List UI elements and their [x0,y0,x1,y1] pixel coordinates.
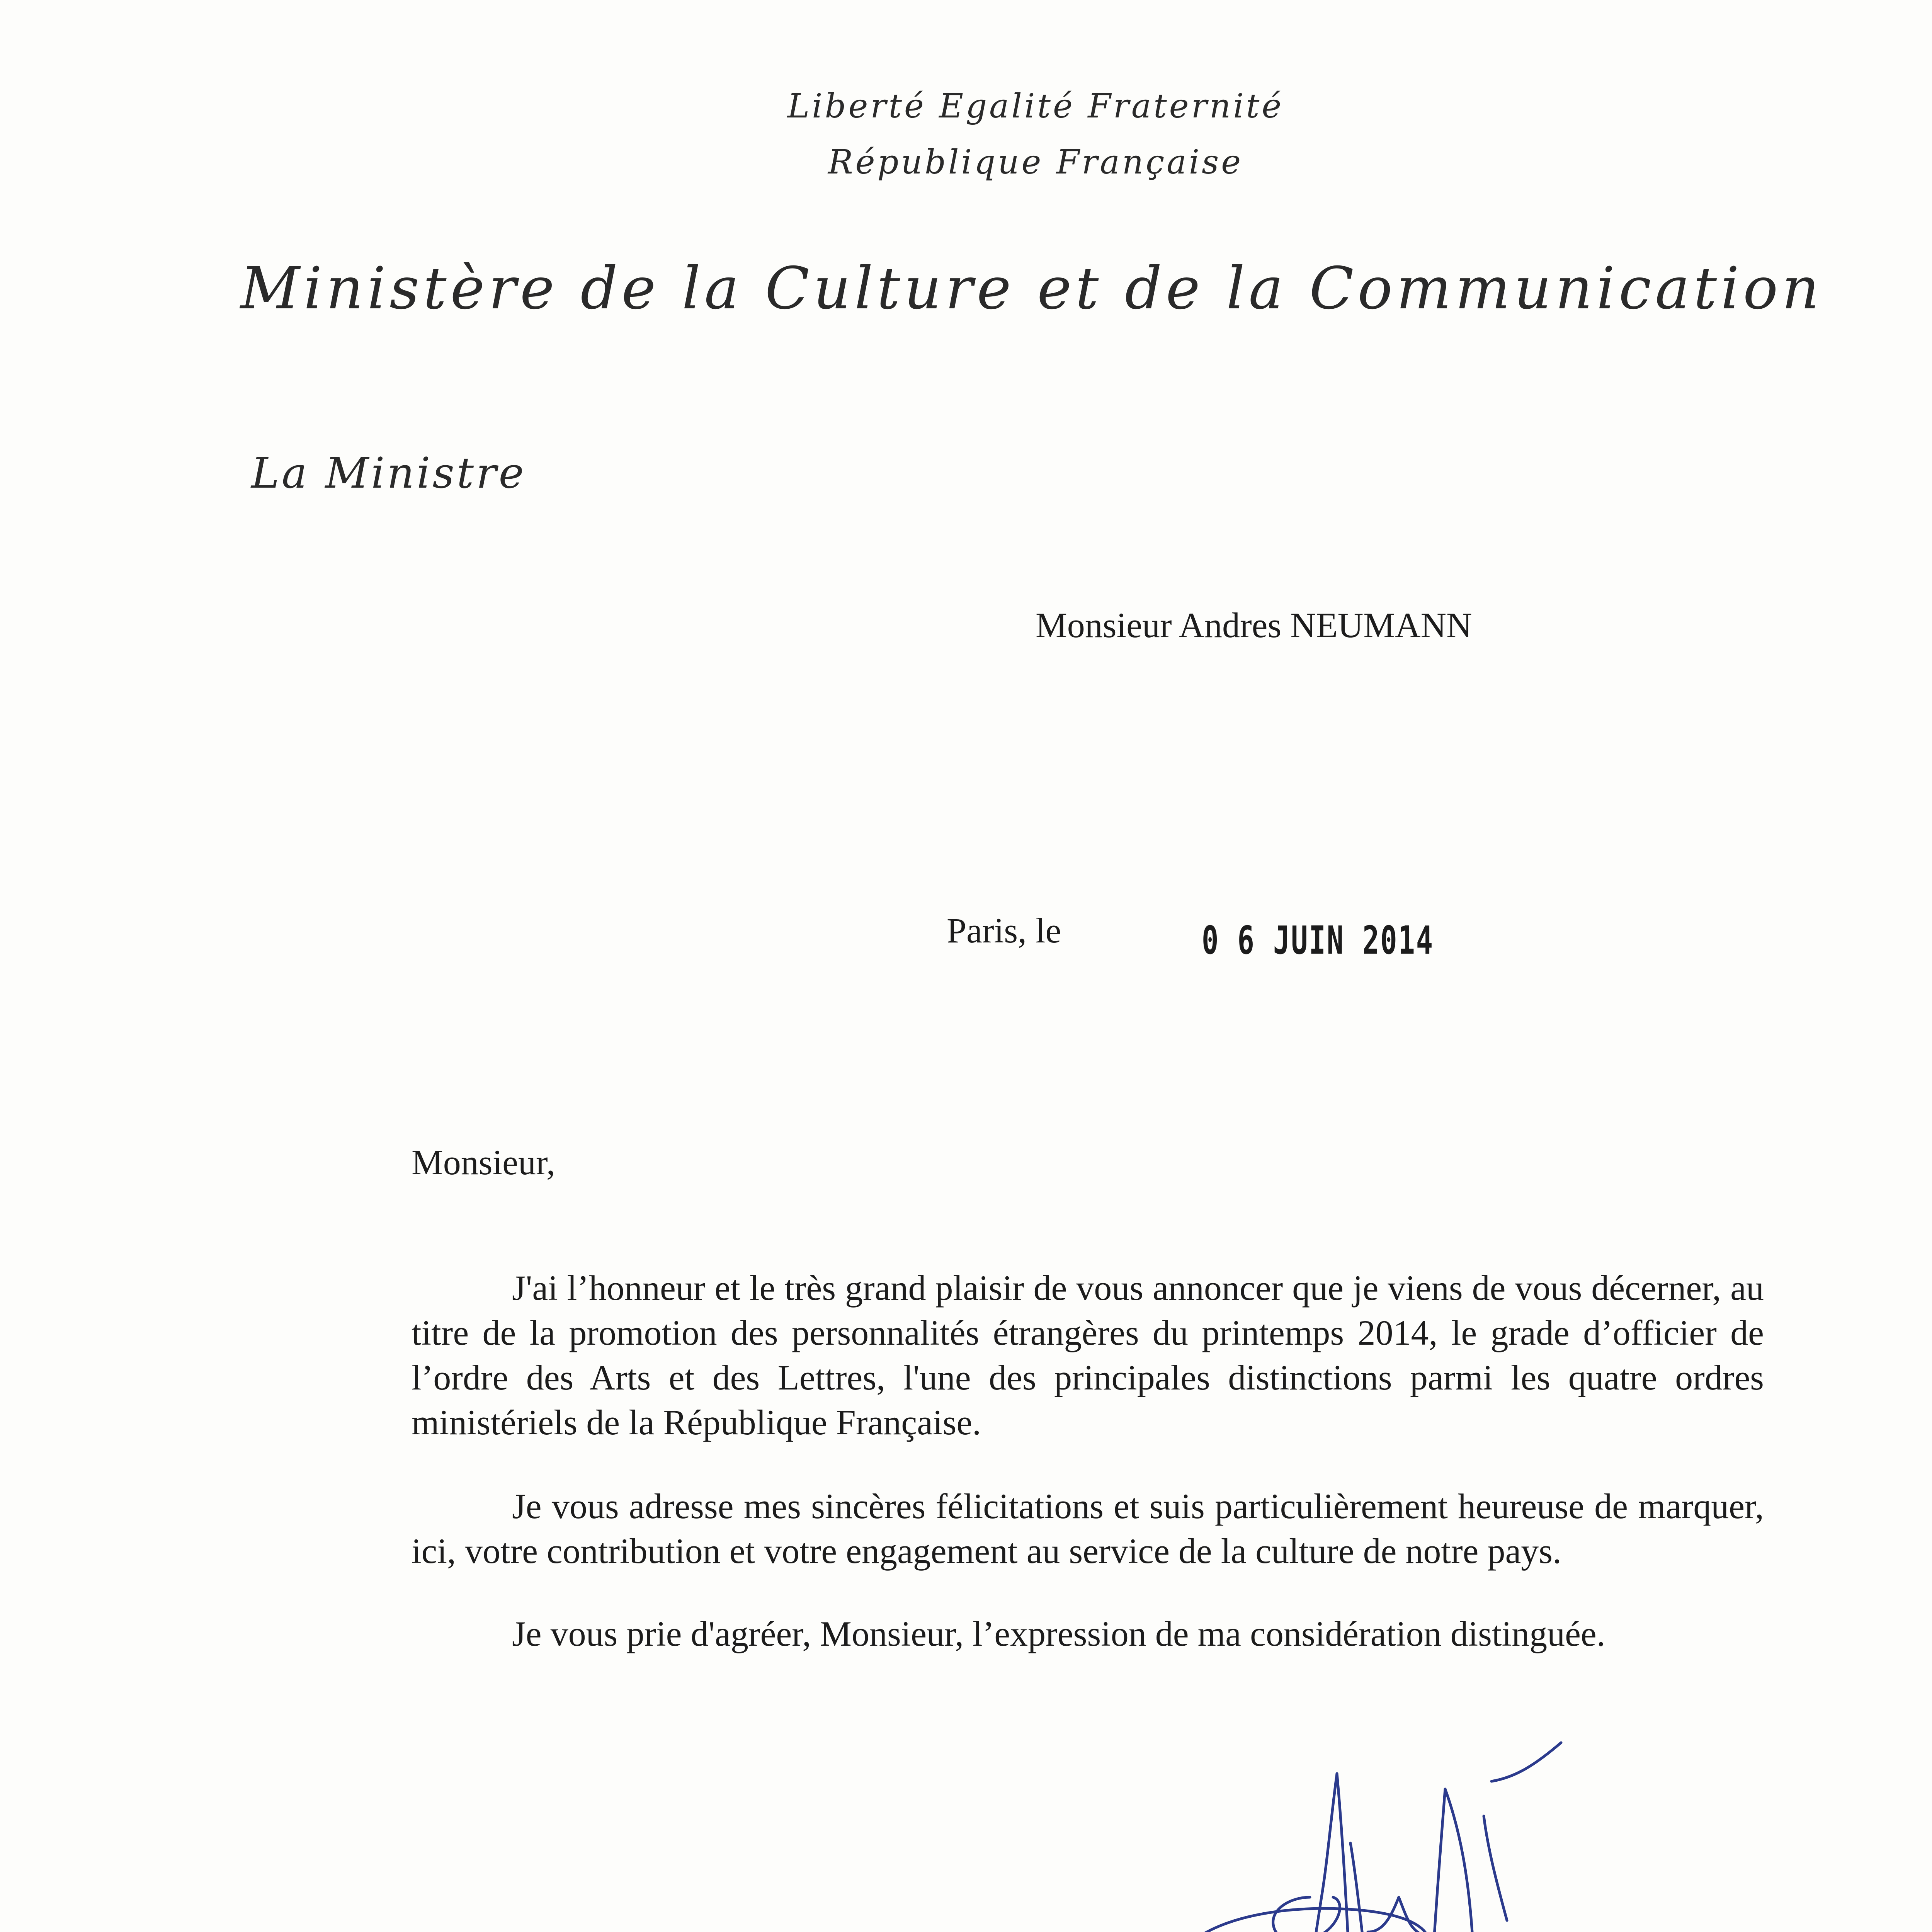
ministry-name: Ministère de la Culture et de la Communication [240,255,1823,322]
minister-title: La Ministre [251,448,526,498]
body-paragraph-2 [412,1484,1764,1573]
salutation: Monsieur, [412,1143,555,1182]
body-paragraph-3 [412,1611,1764,1656]
motto-line-1: Liberté Egalité Fraternité [787,87,1284,126]
motto-line-2: République Française [828,143,1243,182]
body-paragraph-1-text: J'ai l’honneur et le très grand plaisir de vous annoncer que je viens de vous décerner, au titre de la promotion des personnalités étrangères du printemps 2014, le grade d’officier de l’ordre des Arts et des Lettres, l'une des principales distinctions parmi les quatre ordres ministériels de la République Française. [412,1268,1764,1442]
body-paragraph-3-text: Je vous prie d'agréer, Monsieur, l’expression de ma considération distinguée. [512,1614,1605,1653]
place-label: Paris, le [947,911,1061,950]
handwritten-signature [1175,1716,1631,1932]
body-paragraph-2-text: Je vous adresse mes sincères félicitations et suis particulièrement heureuse de marquer, ici, votre contribution et votre engagement au service de la culture de notre pays. [412,1486,1764,1571]
date-stamp: 0 6 JUIN 2014 [1202,918,1434,963]
body-paragraph-1 [412,1265,1764,1445]
recipient-name: Monsieur Andres NEUMANN [1036,605,1472,645]
